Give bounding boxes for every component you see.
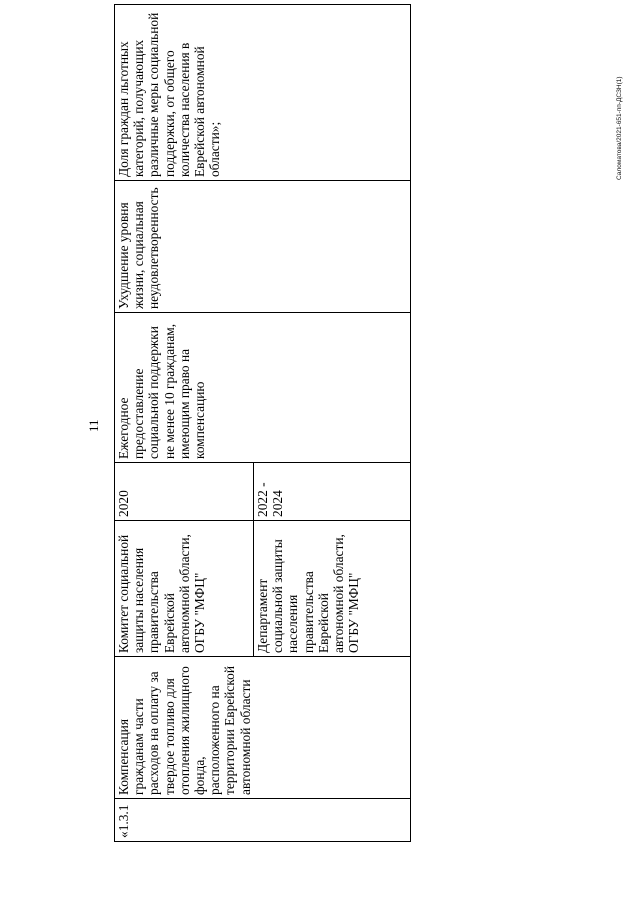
program-measures-table (114, 4, 411, 842)
consequence-cell: Ухудшение уровня жизни, социальная неудовлетворенность (115, 181, 411, 313)
expected-result-cell: Ежегодное предоставление социальной поддержки не менее 10 гражданам, имеющим право на компенсацию (115, 313, 411, 463)
rotated-table-wrapper (114, 12, 411, 842)
executor-2022-2024: Департамент социальной защиты населения правительства Еврейской автономной области, ОГБУ "МФЦ" (255, 534, 362, 653)
item-number-cell: «1.3.1 (115, 799, 411, 842)
table-row (115, 5, 411, 842)
measure-name-cell: Компенсация гражданам части расходов на оплату за твердое топливо для отопления жилищного фонда, расположенного на территории Еврейской автономной области (115, 657, 411, 799)
period-cell (115, 463, 411, 521)
period-2022-2024: 2022 - 2024 (255, 482, 286, 517)
executor-2020: Комитет социальной защиты населения правительства Еврейской автономной области, ОГБУ "МФЦ" (115, 521, 254, 656)
executor-cell (115, 521, 411, 657)
page-number: 11 (86, 419, 101, 432)
document-stamp: Саломатова/2021-651-пп-ДСЗН(1) (616, 76, 623, 180)
indicator-cell: Доля граждан льготных категорий, получающих различные меры социальной поддержки, от общего количества населения в Еврейской автономной области»; (115, 5, 411, 181)
period-2020: 2020 (115, 463, 254, 520)
